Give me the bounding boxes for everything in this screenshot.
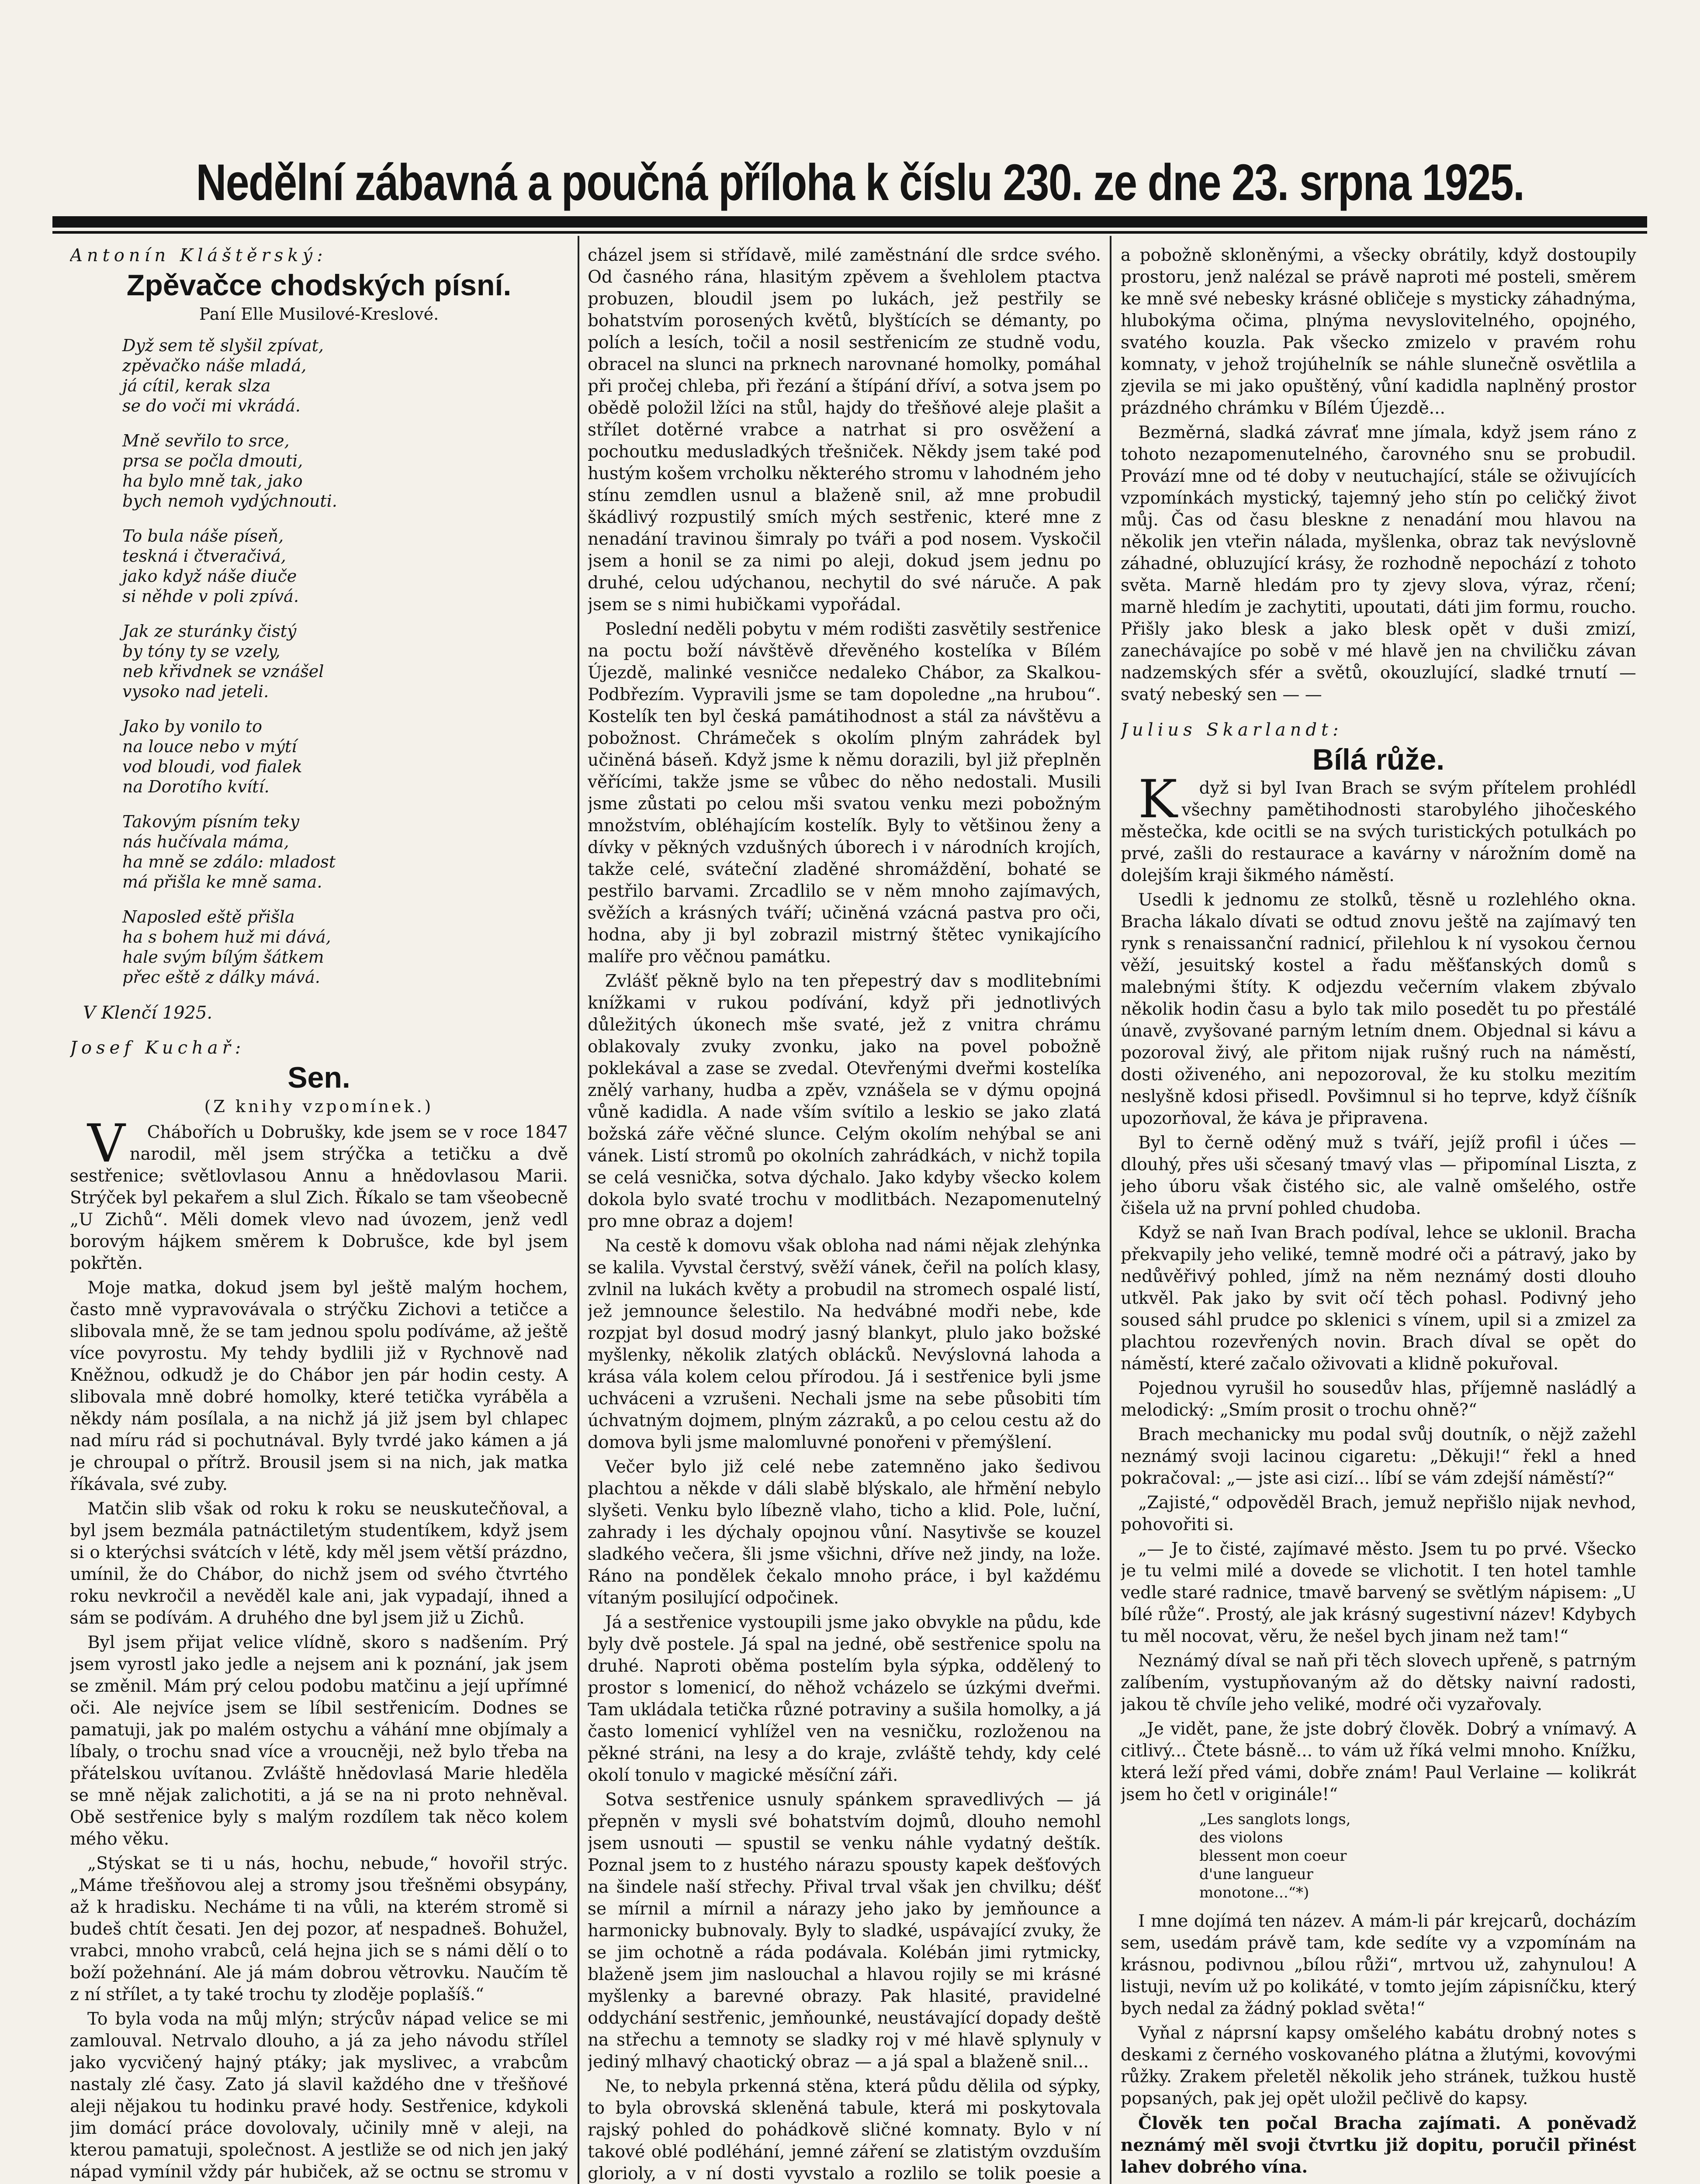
- masthead: Nedělní zábavná a poučná příloha k číslu 230. ze dne 23. srpna 1925.: [196, 154, 1524, 211]
- column-2: [588, 245, 1101, 2184]
- story2-paragraph: I mne dojímá ten název. A mám-li pár krejcarů, docházím sem, usedám právě tam, kde sedíte vy a vzpomínám na krásnou, podivnou „bílou růži“, mrtvou už, zahynulou! A listuji, nevím už po kolikáté, v tomto jejím zápisníčku, který bych nedal za žádný poklad světa!“: [1121, 1911, 1636, 2018]
- story2-paragraph: Člověk ten počal Bracha zajímati. A poněvadž neznámý měl svoji čtvrtku již dopitu, poručil přinést lahev dobrého vína.: [1121, 2113, 1636, 2177]
- column-1: [70, 245, 568, 2184]
- story-paragraph: Poslední neděli pobytu v mém rodišti zasvětily sestřenice na poctu boží návštěvě dřevěného kostelíka v Bílém Újezdě, malinké vesničce nedaleko Chábor, za Skalkou-Podbřezím. Vypravili jsme se tam dopoledne „na hrubou“. Kostelík ten byl česká památihodnost a stál za návštěvu a pobožnost. Chrámeček s okolím plným zahrádek byl učiněná báseň. Když jsme k němu dorazili, byl již přeplněn věřícími, takže jsme se vůbec do něho nedostali. Musili jsme zůstati po celou mši svatou venku mezi pobožným množstvím, obléhajícím kostelík. Byly to většinou ženy a dívky v pěkných vzdušných úborech i v národních krojích, takže celé, sváteční zladěné shromáždění, bohaté se pestřilo barvami. Zrcadlilo se v něm mnoho zajímavých, svěžích a krásných tváří; učiněná vzácná pastva pro oči, hodna, aby ji byl zobrazil mistrný štětec vynikajícího malíře pro věčnou památku.: [588, 619, 1101, 967]
- story2-paragraph: Vyňal z náprsní kapsy omšelého kabátu drobný notes s deskami z černého voskovaného plátna a žlutými, kovovými růžky. Zrakem přeletěl několik jeho stránek, tužkou hustě popsaných, pak jej opět uložil pečlivě do kapsy.: [1121, 2023, 1636, 2108]
- story2-paragraph: Pojednou vyrušil ho sousedův hlas, příjemně nasládlý a melodický: „Smím prosit o trochu ohně?“: [1121, 1379, 1636, 1420]
- story-paragraph: Byl jsem přijat velice vlídně, skoro s nadšením. Prý jsem vyrostl jako jedle a nejsem ani k poznání, jak jsem se změnil. Mám prý celou podobu matčinu a její upřímné oči. Ale nejvíce jsem se líbil sestřenicím. Dodnes se pamatuji, jak po malém ostychu a váhání mne objímaly a líbaly, o trochu snad více a vroucněji, než bylo třeba na přátelskou uvítanou. Zvláště hnědovlasá Marie hleděla se mně nějak zalichotiti, a já se na ni proto nehněval. Obě sestřenice byly s malým rozdílem tak něco kolem mého věku.: [70, 1633, 568, 1849]
- column-3: [1121, 245, 1636, 2184]
- story2-paragraph: Když se naň Ivan Brach podíval, lehce se uklonil. Bracha překvapily jeho veliké, temně modré oči a pátravý, jako by nedůvěřivý pohled, jímž na něm neznámý dosti dlouho utkvěl. Pak jako by svit očí těch pohasl. Podivný jeho soused sáhl prudce po sklenici s vínem, upil si a zmizel za plachtou rozevřených novin. Brach díval se opět do náměstí, které začalo oživovati a klidně pokuřoval.: [1121, 1223, 1636, 1374]
- story-paragraph: cházel jsem si střídavě, milé zaměstnání dle srdce svého. Od časného rána, hlasitým zpěvem a švehlolem ptactva probuzen, bloudil jsem po lukách, jež pestřily se bohatstvím porosených květů, blyštících se démanty, po polích a lesích, točil a nosil sestřenicím ze studně vodu, obracel na slunci na prknech narovnané homolky, pomáhal při pročej chleba, při řezání a štípání dříví, a sotva jsem po obědě položil lžíci na stůl, hajdy do třešňové aleje plašit a střílet dotěrné vrabce a natrhat si pro osvěžení a pochoutku medusladkých třešniček. Někdy jsem také pod hustým košem vrcholku některého stromu v lahodném jeho stínu zemdlen usnul a blaženě snil, až mne probudil škádlivý rozpustilý smích mých sestřenic, které mne z nenadání travinou šimraly po tváři a pod nosem. Vyskočil jsem a honil se za nimi po aleji, dokud jsem jednu po druhé, celou udýchanou, nechytil do své náruče. A pak jsem se s nimi hubičkami vypořádal.: [588, 245, 1101, 615]
- story-paragraph: To byla voda na můj mlýn; strýcův nápad velice se mi zamlouval. Netrvalo dlouho, a já za jeho návodu střílel jako vycvičený hajný ptáky; jak myslivec, a vrabcům nastaly zlé časy. Zato já slavil každého dne v třešňové aleji nějakou tu hodinku pravé hody. Sestřenice, kdykoli jim domácí práce dovolovaly, učinily mně v aleji, na kterou pamatuji, společnost. A jestliže se od nich jen jaký nápad vymínil vždy pár hubiček, až se octnu se stromu v: [70, 2009, 568, 2182]
- story2-paragraph: „— Je to čisté, zajímavé město. Jsem tu po prvé. Všecko je tu velmi milé a dovede se vlichotit. I ten hotel tamhle vedle staré radnice, tmavě barvený se světlým nápisem: „U bílé růže“. Prostý, ale jak krásný sugestivní název! Kdybych tu měl nocovat, věru, že nešel bych jinam než tam!“: [1121, 1539, 1636, 1646]
- story2-paragraph: Když si byl Ivan Brach se svým přítelem prohlédl všechny pamětihodnosti starobylého jihočeského městečka, kde ocitli se na svých turistických potulkách po prvé, zašli do restaurace a kavárny v nárožním domě na dolejším kraji šikmého náměstí.: [1121, 769, 1636, 885]
- masthead-rule-thick: [52, 216, 1647, 228]
- story2-paragraph: Brach mechanicky mu podal svůj doutník, o nějž zažehl neznámý svoji lacinou cigaretu: „Děkuji!“ řekl a hned pokračoval: „— jste asi cizí... líbí se vám zdejší náměstí?“: [1121, 1425, 1636, 1488]
- poem-stanza: Mně sevřilo to srce, prsa se počla dmouti, ha bylo mně tak, jako bych nemoh vydýchnouti.: [122, 431, 337, 511]
- story-paragraph: VChábořích u Dobrušky, kde jsem se v roce 1847 narodil, měl jsem strýčka a tetičku a dvě sestřenice; světlovlasou Annu a hnědovlasou Marii. Strýček byl pekařem a slul Zich. Říkalo se tam všeobecně „U Zichů“. Měli domek vlevo nad úvozem, jenž vedl borovým hájkem směrem k Dobrušce, kde byl jsem pokřtěn.: [70, 1113, 568, 1273]
- story-paragraph: „Stýskat se ti u nás, hochu, nebude,“ hovořil strýc. „Máme třešňovou alej a stromy jsou třešněmi obsypány, až k hradisku. Necháme ti na vůli, na kterém stromě si budeš chtít česati. Jen dej pozor, ať nespadneš. Bohužel, vrabci, mnoho vrabců, celá hejna jich se s námi dělí o to boží požehnání. Ale já mám dobrou větrovku. Naučím tě z ní střílet, a ty také trochu ty zloděje poplašíš.“: [70, 1854, 568, 2004]
- poem-dedication: Paní Elle Musilové-Kreslové.: [199, 304, 439, 324]
- story-subtitle: (Z knihy vzpomínek.): [204, 1097, 434, 1116]
- poem-stanza: To bula náše píseň, teskná i čtveračivá, jako když náše diuče si něhde v poli zpívá.: [122, 526, 299, 606]
- poem-title: Zpěvačce chodských písní.: [126, 269, 512, 302]
- story-paragraph: Matčin slib však od roku k roku se neuskutečňoval, a byl jsem bezmála patnáctiletým studentíkem, když jsem si o kterýchsi svátcích v létě, kdy měl jsem větší prázdno, umínil, že do Chábor, do nichž jsem od svého čtvrtého roku nevkročil a nevěděl kale ani, jak vypadají, ihned a sám se podívám. A druhého dne byl jsem již u Zichů.: [70, 1499, 568, 1628]
- poem-stanza: Dyž sem tě slyšil zpívat, zpěvačko náše mladá, já cítil, kerak slza se do voči mi vkrádá.: [122, 336, 324, 415]
- story-paragraph: Moje matka, dokud jsem byl ještě malým hochem, často mně vypravovávala o strýčku Zichovi a tetičce a slibovala mně, že se tam jednou spolu podíváme, až ještě více povyrostu. My tehdy bydlili již v Rychnově nad Kněžnou, odkudž je do Chábor jen pár hodin cesty. A slibovala mně dobré homolky, které tetička vyráběla a někdy nám posílala, a na nichž já již jsem byl chlapec nad míru rád si pochutnával. Byly tvrdé jako kámen a já je chroupal o přítrž. Brousil jsem si na nich, jak matka říkávala, své zuby.: [70, 1278, 568, 1494]
- poem-stanza: Naposled eště přišla ha s bohem huž mi dává, hale svým bílým šátkem přec eště z dálky mává.: [122, 907, 331, 987]
- story2-paragraph: „Je vidět, pane, že jste dobrý člověk. Dobrý a vnímavý. A citlivý... Čtete básně... to vám už říká velmi mnoho. Knížku, která leží před vámi, dobře znám! Paul Verlaine — kolikrát jsem ho četl v originále!“: [1121, 1719, 1636, 1804]
- story-paragraph: Zvlášť pěkně bylo na ten přepestrý dav s modlitebními knížkami v rukou podívání, když při jednotlivých důležitých úkonech mše svaté, jež z vnitra chrámu oblakovaly zvuky zvonku, jako na povel pobožně poklekával a zase se zvedal. Otevřenými dveřmi kostelíka znělý varhany, hudba a zpěv, vznášela se v dýmu opojná vůně kadidla. A nade vším svítilo a leskio se jako zlatá božská záře věčné slunce. Celým okolím nehýbal se ani vánek. Listí stromů po okolních zahrádkách, v nichž topila se celá vesnička, sotva dýchalo. Jako kdyby všecko kolem dokola bylo svaté trochu v modlitbách. Nezapomenutelný pro mne obraz a dojem!: [588, 971, 1101, 1231]
- column-divider-2: [1110, 236, 1111, 2184]
- masthead-rule-thin: [52, 231, 1647, 234]
- poem-stanza: Jako by vonilo to na louce nebo v mýtí vod bloudi, vod fialek na Dorotího kvítí.: [122, 717, 302, 796]
- poem-author: Antonín Kláštěrský:: [70, 245, 327, 266]
- story-paragraph: Večer bylo již celé nebe zatemněno jako šedivou plachtou a někde v dáli slabě blýskalo, ale hřmění nebylo slyšeti. Venku bylo líbezně vlaho, ticho a klid. Pole, luční, zahrady i les dýchaly opojnou vůní. Nasytivše se kouzel sladkého večera, šli jsme všichni, dříve než jindy, na lože. Ráno na pondělek čekalo mnoho práce, i byl každému vítaným posilující odpočinek.: [588, 1457, 1101, 1608]
- story-author: Josef Kuchař:: [70, 1038, 246, 1058]
- story2-paragraph: Byl to černě oděný muž s tváří, jejíž profil i účes — dlouhý, přes uši sčesaný tmavý vlas — připomínal Liszta, z jeho úboru však čistého sic, ale valně omšelého, ostře čišela už na první pohled chudoba.: [1121, 1133, 1636, 1218]
- poem-stanza: Jak ze sturánky čistý by tóny ty se vzely, neb křivdnek se vznášel vysoko nad jeteli.: [122, 622, 324, 701]
- story2-paragraph: Neznámý díval se naň při těch slovech upřeně, s patrným zalíbením, vystupňovaným až do dětsky naivní radosti, jakou tě chvíle jeho veliké, modré oči vyzařovaly.: [1121, 1651, 1636, 1714]
- story2-paragraph: Usedli k jednomu ze stolků, těsně u rozlehlého okna. Bracha lákalo dívati se odtud znovu ještě na zajímavý ten rynk s renaissanční radnicí, přilehlou k ní vysokou černou věží, jesuitský kostel a řadu měšťanských domů s malebnými štíty. K odjezdu večerním vlakem zbývalo několik hodin času a bylo tak milo posedět tu po přestálé únavě, zvyšované parným letním dnem. Objednal si kávu a pozoroval živý, ale přitom nijak rušný ruch na náměstí, dosti oživeného, ani nepozoroval, že ku stolku mezitím neslyšně kdosi přisedl. Povšimnul si ho teprve, když číšník upozorňoval, že káva je připravena.: [1121, 890, 1636, 1128]
- verlaine-quote: „Les sanglots longs, des violons blessent mon coeur d'une langueur monotone...“*): [1199, 1811, 1351, 1901]
- story2-title: Bílá růže.: [1312, 743, 1445, 776]
- story-paragraph: Já a sestřenice vystoupili jsme jako obvykle na půdu, kde byly dvě postele. Já spal na jedné, obě sestřenice spolu na druhé. Naproti oběma postelím byla sýpka, oddělený to prostor s lomenicí, do něhož vcházelo se úzkými dveřmi. Tam ukládala tetička různé potraviny a sušila homolky, a já často lomenicí vyhlížel ven na vesničku, rozloženou na pěkné stráni, na lesy a do kraje, zvláště tehdy, kdy celé okolí tonulo v magické měsíční záři.: [588, 1613, 1101, 1785]
- poem-stanza: Takovým písním teky nás hučívala máma, ha mně se zdálo: mladost má přišla ke mně sama.: [122, 812, 336, 892]
- story-paragraph: a pobožně skloněnými, a všecky obrátily, když dostoupily prostoru, jenž nalézal se právě naproti mé posteli, směrem ke mně své nebesky krásné obličeje s mysticky záhadnýma, hlubokýma očima, plnýma nevyslovitelného, opojného, svatého kouzla. Pak všecko zmizelo v pravém rohu komnaty, v jehož trojúhelník se náhle slunečně osvětlila a zjevila se mi jako opuštěný, vůní kadidla naplněný prostor prázdného chrámku v Bílém Újezdě...: [1121, 245, 1636, 418]
- story-title: Sen.: [287, 1061, 350, 1094]
- column-divider-1: [578, 236, 579, 2184]
- story-paragraph: Bezměrná, sladká závrať mne jímala, když jsem ráno z tohoto nezapomenutelného, čarovného snu se probudil. Provází mne od té doby v neutuchající, stále se oživujících vzpomínkách mystický, tajemný jeho stín po celičký život můj. Čas od času bleskne z nenadání mou hlavou na několik jen vteřin nálada, myšlenka, obraz tak nevýslovně záhadné, obluzující krásy, že rozhodně nepochází z tohoto světa. Marně hledám pro ty zjevy slova, výraz, rčení; marně hledím je zachytiti, upoutati, dáti jim formu, roucho. Přišly jako blesk a jako blesk opět v duši zmizí, zanechávajíce po sobě v mé hlavě jen na chviličku závan nadzemských sfér a světů, okouzlující, sladké trnutí — svatý nebeský sen — —: [1121, 423, 1636, 705]
- story-paragraph: Ne, to nebyla prkenná stěna, která půdu dělila od sýpky, to byla obrovská skleněná tabule, která mi poskytovala rajský pohled do pohádkově sličné komnaty. Bylo v ní takové oblé podléhání, jemné záření se zlatistým ovzduším glorioly, a v ní dosti vyvstalo a rozlilo se tolik poesie a: [588, 2077, 1101, 2184]
- story-paragraph: Na cestě k domovu však obloha nad námi nějak zlehýnka se kalila. Vyvstal čerstvý, svěží vánek, čeřil na polích klasy, zvlnil na lukách květy a probudil na stromech ospalé listí, jež jemnounce šelestilo. Na hedvábné modři nebe, kde rozpjat byl dosud modrý jasný blankyt, plulo jako božské myšlenky, několik zlatých oblácků. Nevýslovná lahoda a krása vála kolem celou přírodou. Já i sestřenice byli jsme uchváceni a vzrušeni. Nechali jsme na sebe působiti tím úchvatným dojmem, plným zázraků, a po celou cestu až do domova byli jsme malomluvné ponořeni v přemýšlení.: [588, 1236, 1101, 1452]
- story2-paragraph: „Zajisté,“ odpověděl Brach, jemuž nepřišlo nijak nevhod, pohovořiti si.: [1121, 1493, 1636, 1534]
- story-paragraph: Sotva sestřenice usnuly spánkem spravedlivých — já přepněn v mysli své bohatstvím dojmů, dlouho nemohl jsem usnouti — spustil se venku náhle vydatný deštík. Poznal jsem to z hustého nárazu spousty kapek dešťových na šindele naší střechy. Přival trval však jen chvilku; déšť se mírnil a mírnil a nárazy jeho jako by jemňounce a harmonicky bubnovaly. Byly to sladké, uspávající zvuky, že se jim ochotně a ráda podávala. Kolébán jimi rytmicky, blaženě jsem jim naslouchal a hlavou rojily se mi krásné myšlenky a barevné obrazy. Pak hlasité, pravidelné oddychání sestřenic, jemňounké, neustávající dopady deště na střechu a temnoty se sladky roj v mé hlavě splynuly v jediný mlhavý chaotický obraz — a já spal a blaženě snil...: [588, 1790, 1101, 2072]
- poem-signoff: V Klenčí 1925.: [83, 1003, 213, 1023]
- story2-author: Julius Skarlandt:: [1121, 720, 1343, 740]
